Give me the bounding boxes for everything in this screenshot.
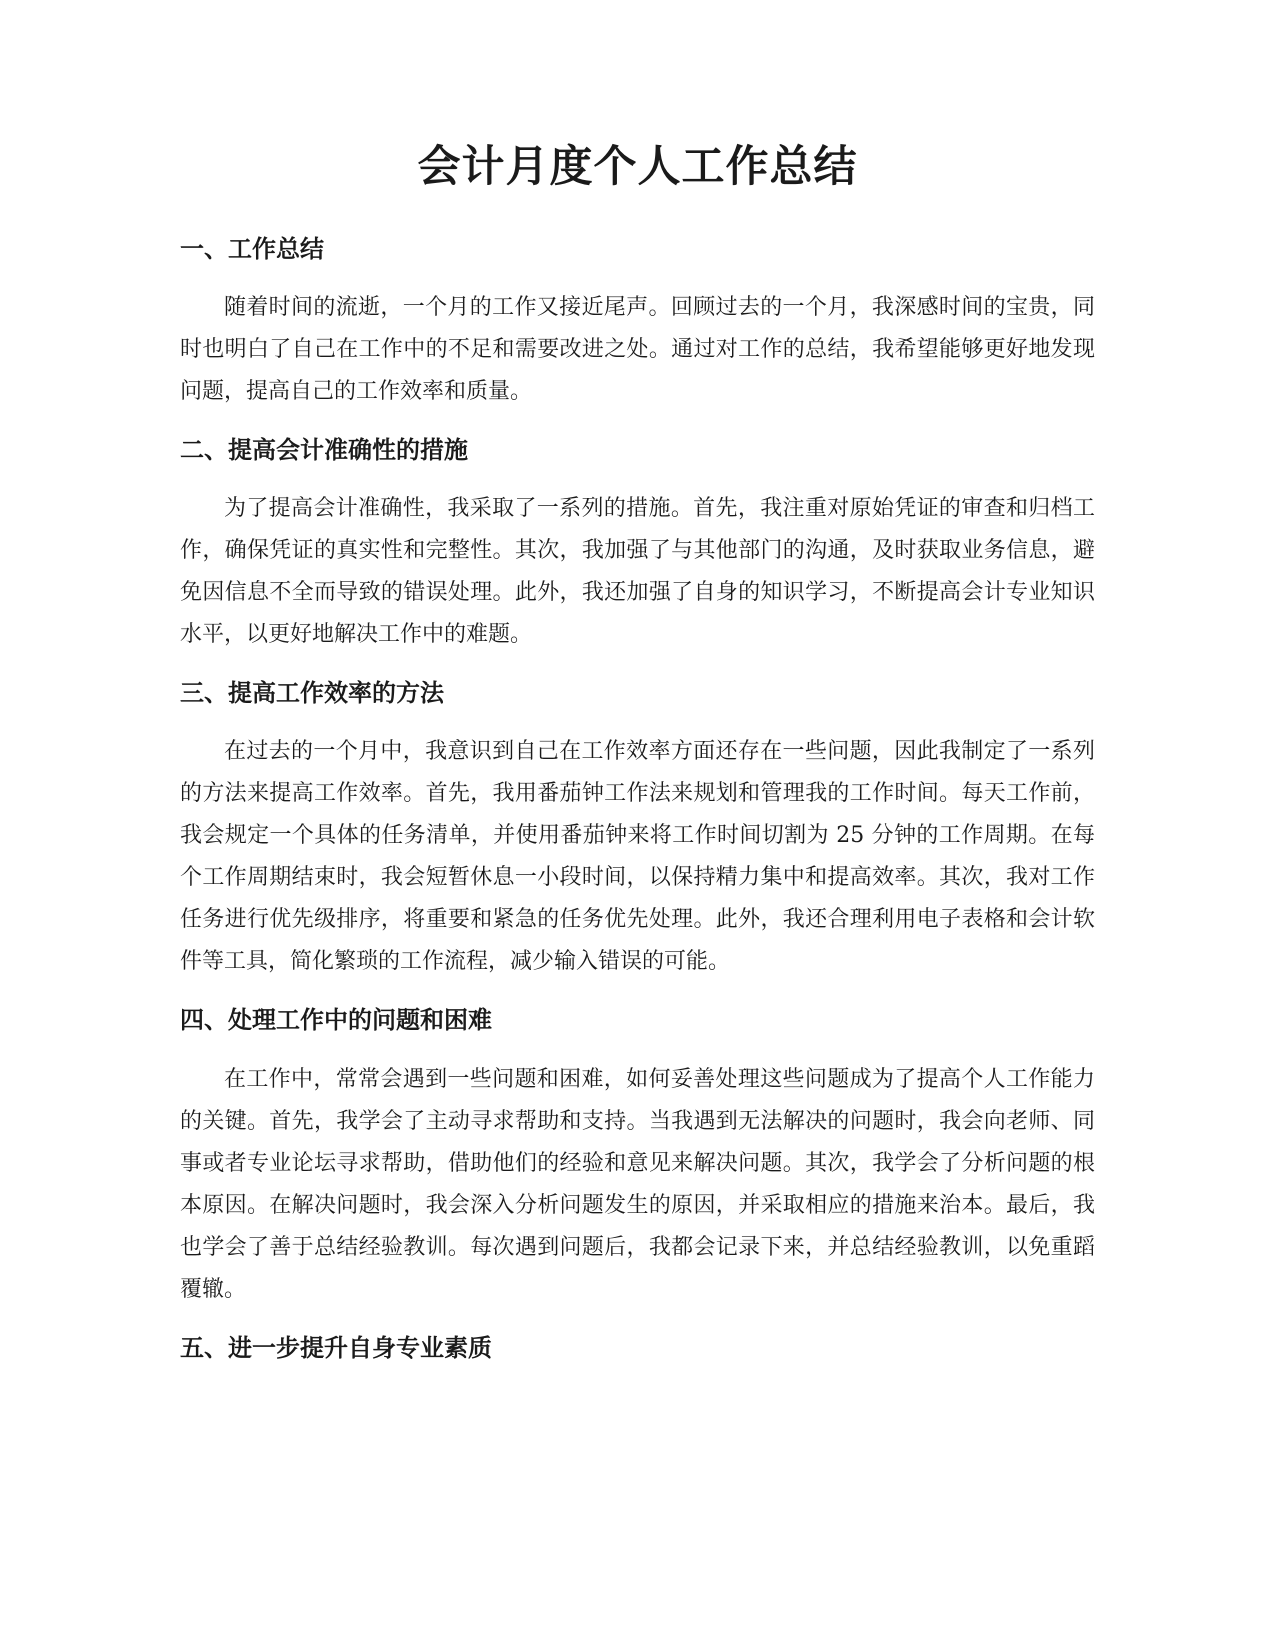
- section-paragraph: 为了提高会计准确性，我采取了一系列的措施。首先，我注重对原始凭证的审查和归档工作，确保凭证的真实性和完整性。其次，我加强了与其他部门的沟通，及时获取业务信息，避免因信息不全而导致的错误处理。此外，我还加强了自身的知识学习，不断提高会计专业知识水平，以更好地解决工作中的难题。: [180, 496, 1095, 648]
- document-title: 会计月度个人工作总结: [417, 142, 858, 192]
- document-page: [180, 140, 1095, 1386]
- section-heading: 五、进一步提升自身专业素质: [180, 1333, 492, 1362]
- section-professional-development: [180, 1333, 1095, 1364]
- section-work-summary: [180, 234, 1095, 413]
- section-heading: 三、提高工作效率的方法: [180, 679, 444, 708]
- section-heading: 一、工作总结: [180, 234, 324, 263]
- section-paragraph: 在过去的一个月中，我意识到自己在工作效率方面还存在一些问题，因此我制定了一系列的方法来提高工作效率。首先，我用番茄钟工作法来规划和管理我的工作时间。每天工作前，我会规定一个具体的任务清单，并使用番茄钟来将工作时间切割为 25 分钟的工作周期。在每个工作周期结束时，我会短暂休息一小段时间，以保持精力集中和提高效率。其次，我对工作任务进行优先级排序，将重要和紧急的任务优先处理。此外，我还合理利用电子表格和会计软件等工具，简化繁琐的工作流程，减少输入错误的可能。: [180, 739, 1095, 975]
- section-efficiency-methods: [180, 678, 1095, 983]
- section-problem-handling: [180, 1005, 1095, 1310]
- section-accuracy-measures: [180, 435, 1095, 656]
- section-paragraph: 随着时间的流逝，一个月的工作又接近尾声。回顾过去的一个月，我深感时间的宝贵，同时也明白了自己在工作中的不足和需要改进之处。通过对工作的总结，我希望能够更好地发现问题，提高自己的工作效率和质量。: [180, 295, 1095, 405]
- section-paragraph: 在工作中，常常会遇到一些问题和困难，如何妥善处理这些问题成为了提高个人工作能力的关键。首先，我学会了主动寻求帮助和支持。当我遇到无法解决的问题时，我会向老师、同事或者专业论坛寻求帮助，借助他们的经验和意见来解决问题。其次，我学会了分析问题的根本原因。在解决问题时，我会深入分析问题发生的原因，并采取相应的措施来治本。最后，我也学会了善于总结经验教训。每次遇到问题后，我都会记录下来，并总结经验教训，以免重蹈覆辙。: [180, 1066, 1095, 1302]
- section-heading: 四、处理工作中的问题和困难: [180, 1006, 492, 1035]
- section-heading: 二、提高会计准确性的措施: [180, 436, 468, 465]
